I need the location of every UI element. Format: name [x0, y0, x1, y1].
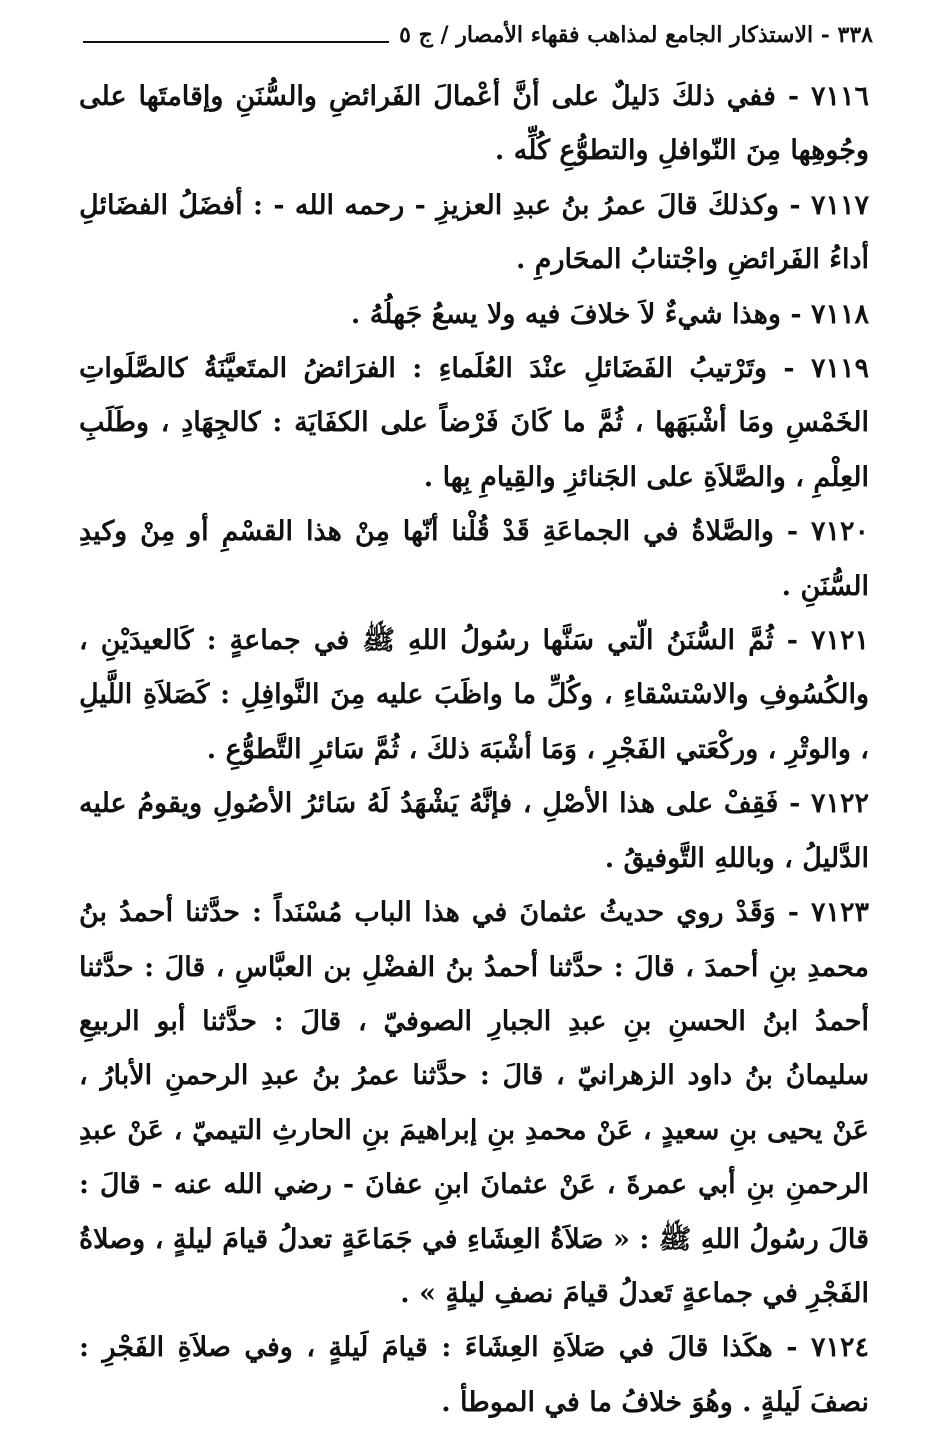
paragraph-number: ٧١٢٢ [810, 788, 869, 820]
paragraph-number: ٧١١٧ [810, 189, 869, 221]
paragraph-text: وتَرْتيبُ الفَضَائلِ عنْدَ العُلَماءِ : الفرَائضُ المتَعيَّنَةُ كالصَّلَواتِ الخَمْسِ ومَا أشْبَهَها ، ثُمَّ ما كَانَ فَرْضاً على الكفَايَة : كالجِهَادِ ، وطَلَبِ العِلْمِ ، والصَّلاَةِ على الجَنائزِ والقِيامِ بِها . [79, 353, 869, 493]
paragraph-text: وكذلكَ قالَ عمرُ بنُ عبدِ العزيزِ - رحمه الله - : أفضَلُ الفضَائلِ أداءُ الفَرائضِ واجْتنابُ المحَارمِ . [79, 189, 869, 276]
running-head [83, 18, 873, 52]
paragraph-text: هكَذا قالَ في صَلاَةِ العِشَاءَ : قيامَ لَيلةٍ ، وفي صلاَةِ الفَجْرِ : نصفَ لَيلةٍ . وهُوَ خلافُ ما في الموطأ . [79, 1332, 869, 1418]
paragraph-number: ٧١٢٤ [810, 1332, 869, 1364]
paragraph-7122: ٧١٢٢ - فَقِفْ على هذا الأصْلِ ، فإنَّهُ يَشْهَدُ لَهُ سَائرُ الأصُولِ ويقومُ عليه الدَّليلُ ، وباللهِ التَّوفيقُ . [79, 788, 869, 874]
paragraph-text: وَقَدْ روي حديثُ عثمانَ في هذا الباب مُسْنَداً : حدَّثنا أحمدُ بنُ محمدِ بنِ أحمدَ ، قالَ : حدَّثنا أحمدُ بنُ الفضْلِ بن العبَّاسِ ، قالَ : حدَّثنا أحمدُ ابنُ الحسنِ بنِ عبدِ الجبارِ الصوفيّ ، قالَ : حدَّثنا أبو الربيعِ سليمانُ بنُ داود الزهرانيّ ، قالَ : حدَّثنا عمرُ بنُ عبدِ الرحمنِ الأبارُ ، عَنْ يحيى بنِ سعيدٍ ، عَنْ محمدِ بنِ إبراهيمَ بنِ الحارثِ التيميّ ، عَنْ عبدِ الرحمنِ بنِ أبي عمرةَ ، عَنْ عثمانَ ابنِ عفانَ - رضي الله عنه - قالَ : قالَ رسُولُ اللهِ ﷺ : « صَلاَةُ العِشَاءِ في جَمَاعَةٍ تعدلُ قيامَ ليلةٍ ، وصلاةُ الفَجْرِ في جماعةٍ تَعدلُ قيامَ نصفِ ليلةٍ » . [79, 897, 869, 1309]
main-text [79, 70, 869, 1430]
header-rule [83, 41, 389, 43]
paragraph-number: ٧١١٩ [810, 353, 869, 385]
paragraph-text: والصَّلاةُ في الجماعَةِ قَدْ قُلْنا أنّها مِنْ هذا القسْمِ أو مِنْ وكيدِ السُّنَنِ . [79, 516, 869, 602]
paragraph-text: ثُمَّ السُّنَنُ الّتي سَنَّها رسُولُ اللهِ ﷺ في جماعةٍ : كَالعيدَيْنِ ، والكُسُوفِ والاسْتسْقاءِ ، وكُلِّ ما واظَبَ عليه مِنَ النَّوافِلِ : كَصَلاَةِ اللَّيلِ ، والوتْرِ ، وركْعَتي الفَجْرِ ، وَمَا أشْبَهَ ذلكَ ، ثُمَّ سَائرِ التَّطوُّعِ . [79, 625, 869, 765]
paragraph-number: ٧١٢٣ [810, 897, 869, 929]
paragraph-number: ٧١١٦ [810, 81, 869, 112]
paragraph-7124: ٧١٢٤ - هكَذا قالَ في صَلاَةِ العِشَاءَ : قيامَ لَيلةٍ ، وفي صلاَةِ الفَجْرِ : نصفَ لَيلةٍ . وهُوَ خلافُ ما في الموطأ . [79, 1332, 869, 1418]
paragraph-7119: ٧١١٩ - وتَرْتيبُ الفَضَائلِ عنْدَ العُلَماءِ : الفرَائضُ المتَعيَّنَةُ كالصَّلَواتِ الخَمْسِ ومَا أشْبَهَها ، ثُمَّ ما كَانَ فَرْضاً على الكفَايَة : كالجِهَادِ ، وطَلَبِ العِلْمِ ، والصَّلاَةِ على الجَنائزِ والقِيامِ بِها . [79, 353, 869, 493]
paragraph-number: ٧١٢١ [810, 625, 869, 657]
paragraph-number: ٧١٢٠ [810, 516, 869, 548]
paragraph-7123: ٧١٢٣ - وَقَدْ روي حديثُ عثمانَ في هذا الباب مُسْنَداً : حدَّثنا أحمدُ بنُ محمدِ بنِ أحمدَ ، قالَ : حدَّثنا أحمدُ بنُ الفضْلِ بن العبَّاسِ ، قالَ : حدَّثنا أحمدُ ابنُ الحسنِ بنِ عبدِ الجبارِ الصوفيّ ، قالَ : حدَّثنا أبو الربيعِ سليمانُ بنُ داود الزهرانيّ ، قالَ : حدَّثنا عمرُ بنُ عبدِ الرحمنِ الأبارُ ، عَنْ يحيى بنِ سعيدٍ ، عَنْ محمدِ بنِ إبراهيمَ بنِ الحارثِ التيميّ ، عَنْ عبدِ الرحمنِ بنِ أبي عمرةَ ، عَنْ عثمانَ ابنِ عفانَ - رضي الله عنه - قالَ : قالَ رسُولُ اللهِ ﷺ : « صَلاَةُ العِشَاءِ في جَمَاعَةٍ تعدلُ قيامَ ليلةٍ ، وصلاةُ الفَجْرِ في جماعةٍ تَعدلُ قيامَ نصفِ ليلةٍ » . [79, 897, 869, 1309]
running-head-text: ٣٣٨ - الاستذكار الجامع لمذاهب فقهاء الأمصار / ج ٥ [399, 22, 873, 48]
paragraph-text: ففي ذلكَ دَليلٌ على أنَّ أعْمالَ الفَرائضِ والسُّنَنِ وإقامتَها على وجُوهِها مِنَ النّوافلِ والتطوُّعِ كُلِّه . [79, 81, 869, 167]
paragraph-text: فَقِفْ على هذا الأصْلِ ، فإنَّهُ يَشْهَدُ لَهُ سَائرُ الأصُولِ ويقومُ عليه الدَّليلُ ، وباللهِ التَّوفيقُ . [79, 788, 869, 874]
paragraph-number: ٧١١٨ [810, 298, 869, 330]
paragraph-7117: ٧١١٧ - وكذلكَ قالَ عمرُ بنُ عبدِ العزيزِ - رحمه الله - : أفضَلُ الفضَائلِ أداءُ الفَرائضِ واجْتنابُ المحَارمِ . [79, 189, 869, 276]
paragraph-7121: ٧١٢١ - ثُمَّ السُّنَنُ الّتي سَنَّها رسُولُ اللهِ ﷺ في جماعةٍ : كَالعيدَيْنِ ، والكُسُوفِ والاسْتسْقاءِ ، وكُلِّ ما واظَبَ عليه مِنَ النَّوافِلِ : كَصَلاَةِ اللَّيلِ ، والوتْرِ ، وركْعَتي الفَجْرِ ، وَمَا أشْبَهَ ذلكَ ، ثُمَّ سَائرِ التَّطوُّعِ . [79, 625, 869, 765]
paragraph-7120: ٧١٢٠ - والصَّلاةُ في الجماعَةِ قَدْ قُلْنا أنّها مِنْ هذا القسْمِ أو مِنْ وكيدِ السُّنَنِ . [79, 516, 869, 602]
paragraph-7116: ٧١١٦ - ففي ذلكَ دَليلٌ على أنَّ أعْمالَ الفَرائضِ والسُّنَنِ وإقامتَها على وجُوهِها مِنَ النّوافلِ والتطوُّعِ كُلِّه . [79, 81, 869, 167]
paragraph-7118: ٧١١٨ - وهذا شيءٌ لاَ خلافَ فيه ولا يسعُ جَهلُهُ . [350, 298, 869, 330]
paragraph-text: وهذا شيءٌ لاَ خلافَ فيه ولا يسعُ جَهلُهُ . [350, 298, 781, 330]
